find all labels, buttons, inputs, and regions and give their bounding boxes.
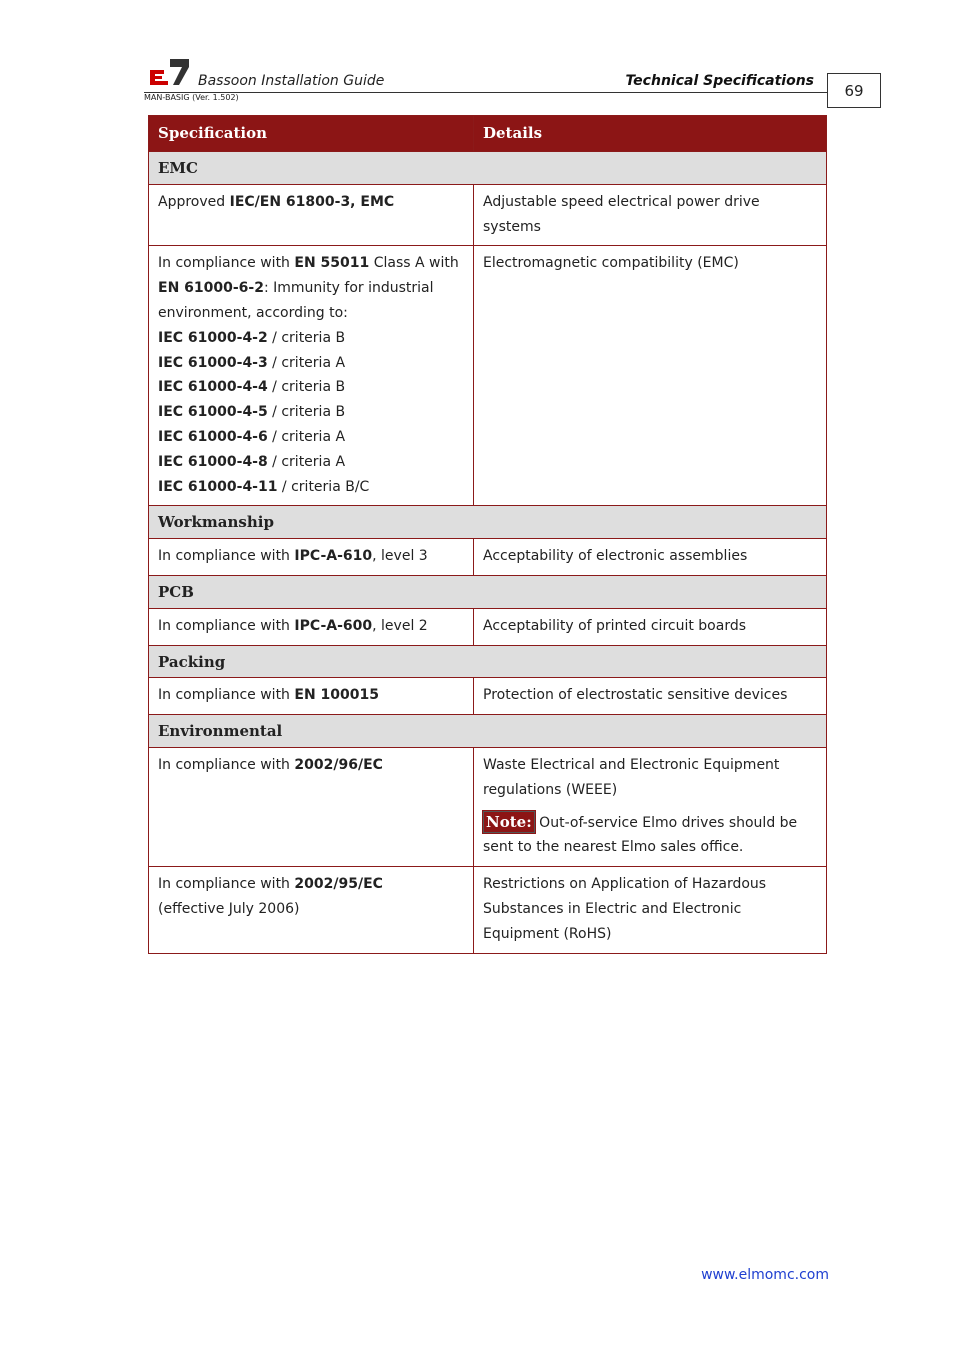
page-number: 69 [827, 73, 881, 108]
details-cell: Acceptability of electronic assemblies [474, 539, 827, 576]
spec-table [148, 115, 827, 954]
note-badge: Note: [483, 811, 535, 833]
criteria-line: IEC 61000-4-8 / criteria A [158, 453, 346, 470]
spec-cell: In compliance with IPC-A-600, level 2 [149, 608, 474, 645]
details-cell: Adjustable speed electrical power drive systems [474, 184, 827, 246]
group-label: Workmanship [149, 506, 827, 539]
details-cell: Acceptability of printed circuit boards [474, 608, 827, 645]
details-cell: Protection of electrostatic sensitive devices [474, 678, 827, 715]
footer-website-link[interactable]: www.elmomc.com [701, 1267, 829, 1283]
criteria-line: IEC 61000-4-11 / criteria B/C [158, 478, 370, 495]
table-row [149, 539, 827, 576]
note: Note: Out-of-service Elmo drives should be sent to the nearest Elmo sales office. [483, 812, 798, 856]
table-row [149, 867, 827, 953]
elmo-logo-icon [148, 57, 190, 87]
table-row [149, 747, 827, 866]
group-label: Packing [149, 645, 827, 678]
spec-cell: In compliance with IPC-A-610, level 3 [149, 539, 474, 576]
doc-version: MAN-BASIG (Ver. 1.502) [144, 93, 239, 102]
spec-cell: In compliance with 2002/95/EC (effective July 2006) [149, 867, 474, 953]
group-label: EMC [149, 152, 827, 185]
table-row [149, 608, 827, 645]
column-header-details: Details [474, 116, 827, 152]
details-cell: Restrictions on Application of Hazardous Substances in Electric and Electronic Equipment (RoHS) [474, 867, 827, 953]
group-row-emc [149, 152, 827, 185]
section-title: Technical Specifications [625, 73, 814, 89]
guide-title: Bassoon Installation Guide [198, 73, 385, 89]
column-header-specification: Specification [149, 116, 474, 152]
spec-cell: In compliance with EN 100015 [149, 678, 474, 715]
group-label: Environmental [149, 715, 827, 748]
group-row-environmental [149, 715, 827, 748]
table-row [149, 184, 827, 246]
details-cell: Waste Electrical and Electronic Equipment regulations (WEEE) Note: Out-of-service Elmo drives should be sent to the nearest Elmo sales office. [474, 747, 827, 866]
group-row-workmanship [149, 506, 827, 539]
spec-cell: Approved IEC/EN 61800-3, EMC [149, 184, 474, 246]
criteria-line: IEC 61000-4-2 / criteria B [158, 329, 346, 346]
spec-cell: In compliance with 2002/96/EC [149, 747, 474, 866]
criteria-line: IEC 61000-4-5 / criteria B [158, 404, 346, 421]
header-rule [144, 92, 827, 93]
group-row-pcb [149, 575, 827, 608]
criteria-line: IEC 61000-4-6 / criteria A [158, 428, 346, 445]
criteria-line: IEC 61000-4-4 / criteria B [158, 379, 346, 396]
criteria-line: IEC 61000-4-3 / criteria A [158, 354, 346, 371]
table-row [149, 678, 827, 715]
group-row-packing [149, 645, 827, 678]
table-header-row [149, 116, 827, 152]
details-cell: Electromagnetic compatibility (EMC) [474, 246, 827, 506]
group-label: PCB [149, 575, 827, 608]
table-row [149, 246, 827, 506]
spec-cell: In compliance with EN 55011 Class A with EN 61000-6-2: Immunity for industrial environment, according to: IEC 61000-4-2 / criteria B IEC 61000-4-3 / criteria A IEC 61000-4-4 / criteria B IEC 61000-4-5 / criteria B IEC 61000-4-6 / criteria A IEC 61000-4-8 / criteria A IEC 61000-4-11 / criteria B/C [149, 246, 474, 506]
